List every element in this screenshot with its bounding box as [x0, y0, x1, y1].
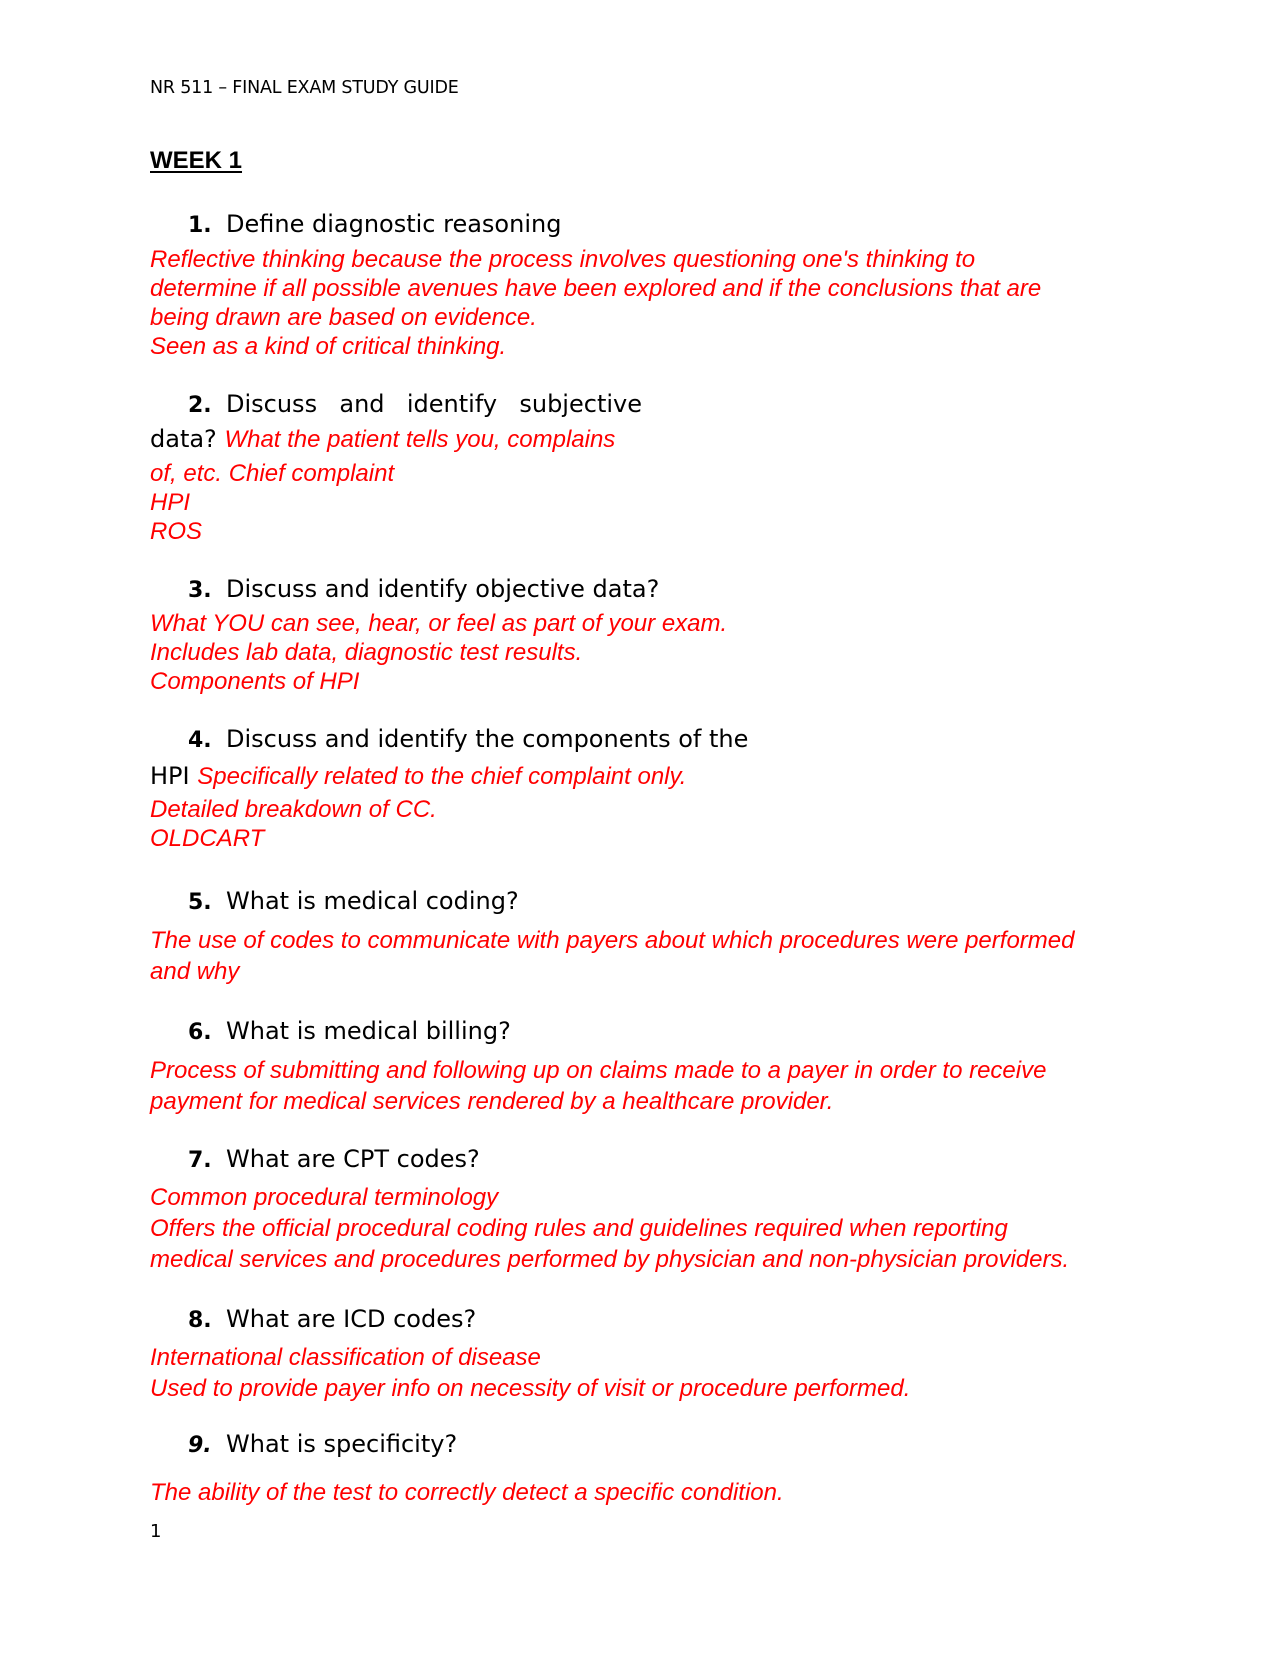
question-number: 9. [188, 1433, 212, 1458]
question-3 [188, 575, 659, 603]
question-word: identify [406, 390, 498, 418]
question-6 [188, 1017, 511, 1045]
answer-line: payment for medical services rendered by a healthcare provider. [150, 1088, 834, 1115]
answer-line: OLDCART [150, 825, 265, 852]
answer-line: International classification of disease [150, 1344, 541, 1371]
question-5 [188, 887, 519, 915]
question-text: What are CPT codes? [226, 1145, 480, 1173]
question-text: What are ICD codes? [226, 1305, 477, 1333]
question-text: Discuss and identify the components of the [226, 725, 749, 753]
question-2 [188, 390, 226, 418]
answer-line: Seen as a kind of critical thinking. [150, 333, 507, 360]
question-text: What is specificity? [226, 1430, 458, 1458]
question-2-text [226, 390, 642, 418]
question-word: subjective [519, 390, 642, 418]
answer-9 [150, 1478, 784, 1507]
answer-line: What YOU can see, hear, or feel as part of your exam. [150, 610, 728, 637]
question-number: 7. [188, 1148, 212, 1173]
question-number: 8. [188, 1308, 212, 1333]
question-word: and [339, 390, 385, 418]
answer-4 [150, 795, 437, 853]
question-1 [188, 210, 561, 238]
question-7 [188, 1145, 480, 1173]
question-text: What is medical billing? [226, 1017, 511, 1045]
section-heading: WEEK 1 [150, 147, 243, 174]
question-text: data? [150, 425, 217, 453]
question-9 [188, 1430, 457, 1458]
answer-line: medical services and procedures performed by physician and non-physician providers. [150, 1246, 1070, 1273]
answer-inline: Specifically related to the chief complaint only. [197, 763, 687, 790]
answer-8 [150, 1342, 910, 1404]
question-word: Discuss [226, 390, 318, 418]
answer-line: Process of submitting and following up on claims made to a payer in order to receive [150, 1057, 1047, 1084]
answer-line: ROS [150, 518, 203, 545]
answer-line: HPI [150, 489, 191, 516]
question-text: Discuss and identify objective data? [226, 575, 660, 603]
question-number: 3. [188, 578, 212, 603]
question-number: 6. [188, 1020, 212, 1045]
page-number: 1 [150, 1521, 162, 1542]
answer-6 [150, 1055, 1046, 1117]
question-2-continuation [150, 425, 615, 454]
question-text: HPI [150, 762, 190, 790]
answer-line: Includes lab data, diagnostic test results. [150, 639, 583, 666]
question-number: 1. [188, 213, 212, 238]
answer-line: Offers the official procedural coding rules and guidelines required when reporting [150, 1215, 1008, 1242]
answer-line: determine if all possible avenues have been explored and if the conclusions that are [150, 275, 1042, 302]
document-header: NR 511 – FINAL EXAM STUDY GUIDE [150, 78, 459, 98]
question-text: What is medical coding? [226, 887, 519, 915]
answer-7 [150, 1182, 1069, 1275]
question-number: 2. [188, 393, 212, 418]
question-8 [188, 1305, 476, 1333]
answer-2 [150, 459, 394, 546]
answer-inline: What the patient tells you, complains [224, 426, 616, 453]
answer-5 [150, 925, 1074, 987]
question-number: 5. [188, 890, 212, 915]
answer-1 [150, 245, 1041, 361]
answer-line: The ability of the test to correctly detect a specific condition. [150, 1479, 784, 1506]
question-4-continuation [150, 762, 686, 791]
answer-line: of, etc. Chief complaint [150, 460, 395, 487]
answer-line: being drawn are based on evidence. [150, 304, 537, 331]
question-number: 4. [188, 728, 212, 753]
answer-line: Reflective thinking because the process involves questioning one's thinking to [150, 246, 976, 273]
answer-line: Common procedural terminology [150, 1184, 499, 1211]
answer-line: and why [150, 958, 240, 985]
question-text: Define diagnostic reasoning [226, 210, 562, 238]
answer-line: Used to provide payer info on necessity of visit or procedure performed. [150, 1375, 911, 1402]
answer-line: Detailed breakdown of CC. [150, 796, 437, 823]
answer-line: The use of codes to communicate with payers about which procedures were performed [150, 927, 1075, 954]
answer-line: Components of HPI [150, 668, 360, 695]
question-4 [188, 725, 748, 753]
answer-3 [150, 609, 727, 696]
